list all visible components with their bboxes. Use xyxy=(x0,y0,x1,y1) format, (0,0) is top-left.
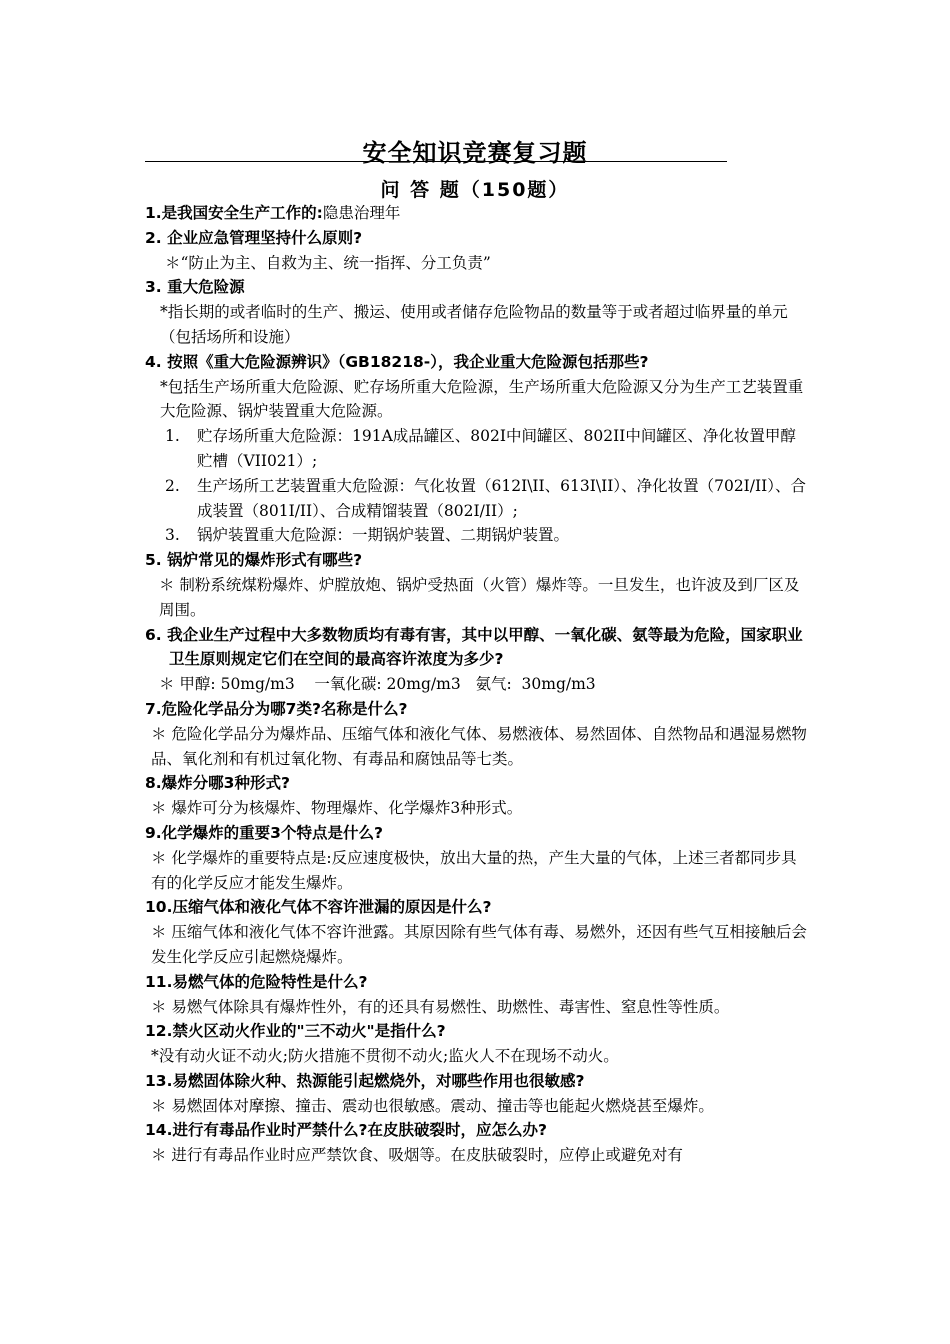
question-11: 11.易燃气体的危险特性是什么? xyxy=(145,972,368,991)
question-14: 14.进行有毒品作业时严禁什么?在皮肤破裂时，应怎么办? xyxy=(145,1121,547,1140)
answer-11: ＊ 易燃气体除具有爆炸性外，有的还具有易燃性、助燃性、毒害性、窒息性等性质。 xyxy=(151,997,730,1016)
answer-12: *没有动火证不动火;防火措施不贯彻不动火;监火人不在现场不动火。 xyxy=(151,1047,619,1066)
question-12: 12.禁火区动火作业的"三不动火"是指什么? xyxy=(145,1022,446,1041)
question-10: 10.压缩气体和液化气体不容许泄漏的原因是什么? xyxy=(145,898,492,917)
answer-14: ＊ 进行有毒品作业时应严禁饮食、吸烟等。在皮肤破裂时，应停止或避免对有 xyxy=(151,1146,683,1165)
section-subtitle: 问 答 题（150题） xyxy=(380,179,570,201)
question-1: 1.是我国安全生产工作的:隐患治理年 xyxy=(145,204,401,222)
question-6: 6. 我企业生产过程中大多数物质均有毒有害，其中以甲醇、一氧化碳、氨等最为危险，国家职业卫生原则规定它们在空间的最高容许浓度为多少? xyxy=(145,625,803,669)
answer-4-subitem-3: 3. 锅炉装置重大危险源：一期锅炉装置、二期锅炉装置。 xyxy=(145,523,810,548)
question-3: 3. 重大危险源 xyxy=(145,278,245,297)
title-underline xyxy=(145,161,727,162)
answer-4: *包括生产场所重大危险源、贮存场所重大危险源，生产场所重大危险源又分为生产工艺装置重大危险源、锅炉装置重大危险源。 xyxy=(160,377,804,421)
qa-list xyxy=(145,201,810,1168)
document-title: 安全知识竞赛复习题 xyxy=(362,139,588,167)
question-7: 7.危险化学品分为哪7类?名称是什么? xyxy=(145,699,408,718)
question-9: 9.化学爆炸的重要3个特点是什么? xyxy=(145,823,383,842)
question-13: 13.易燃固体除火种、热源能引起燃烧外，对哪些作用也很敏感? xyxy=(145,1071,585,1090)
answer-4-subitem-2: 2. 生产场所工艺装置重大危险源：气化妆置（612I\II、613I\II）、净化妆置（702I/II）、合成装置（801I/II）、合成精馏装置（802I/II）; xyxy=(145,474,810,524)
question-8: 8.爆炸分哪3种形式? xyxy=(145,774,290,793)
subitem-number: 1. xyxy=(165,427,180,446)
question-5: 5. 锅炉常见的爆炸形式有哪些? xyxy=(145,551,363,570)
answer-7: ＊ 危险化学品分为爆炸品、压缩气体和液化气体、易燃液体、易然固体、自然物品和遇湿易燃物品、氧化剂和有机过氧化物、有毒品和腐蚀品等七类。 xyxy=(151,724,807,768)
answer-3: *指长期的或者临时的生产、搬运、使用或者储存危险物品的数量等于或者超过临界量的单元（包括场所和设施） xyxy=(160,303,788,346)
answer-10: ＊ 压缩气体和液化气体不容许泄露。其原因除有些气体有毒、易燃外，还因有些气互相接触后会发生化学反应引起燃烧爆炸。 xyxy=(151,923,807,966)
answer-6: ＊ 甲醇: 50mg/m3 一氧化碳: 20mg/m3 氨气: 30mg/m3 xyxy=(159,675,596,694)
answer-5: ＊ 制粉系统煤粉爆炸、炉膛放炮、锅炉受热面（火管）爆炸等。一旦发生，也许波及到厂区及周围。 xyxy=(159,575,800,619)
subitem-number: 2. xyxy=(165,476,180,495)
answer-4-subitem-1: 1. 贮存场所重大危险源：191A成品罐区、802I中间罐区、802II中间罐区、净化妆置甲醇贮槽（VII021）; xyxy=(145,424,810,474)
question-2: 2. 企业应急管理坚持什么原则? xyxy=(145,228,363,247)
answer-2: ＊“防止为主、自救为主、统一指挥、分工负责” xyxy=(165,253,491,272)
answer-13: ＊ 易燃固体对摩擦、撞击、震动也很敏感。震动、撞击等也能起火燃烧甚至爆炸。 xyxy=(151,1096,714,1115)
question-4: 4. 按照《重大危险源辨识》（GB18218-），我企业重大危险源包括那些? xyxy=(145,352,649,371)
subitem-number: 3. xyxy=(165,526,180,545)
inline-answer-1: 隐患治理年 xyxy=(322,204,401,222)
answer-9: ＊ 化学爆炸的重要特点是:反应速度极快，放出大量的热，产生大量的气体，上述三者都同步具有的化学反应才能发生爆炸。 xyxy=(151,848,797,892)
answer-8: ＊ 爆炸可分为核爆炸、物理爆炸、化学爆炸3种形式。 xyxy=(151,799,523,818)
